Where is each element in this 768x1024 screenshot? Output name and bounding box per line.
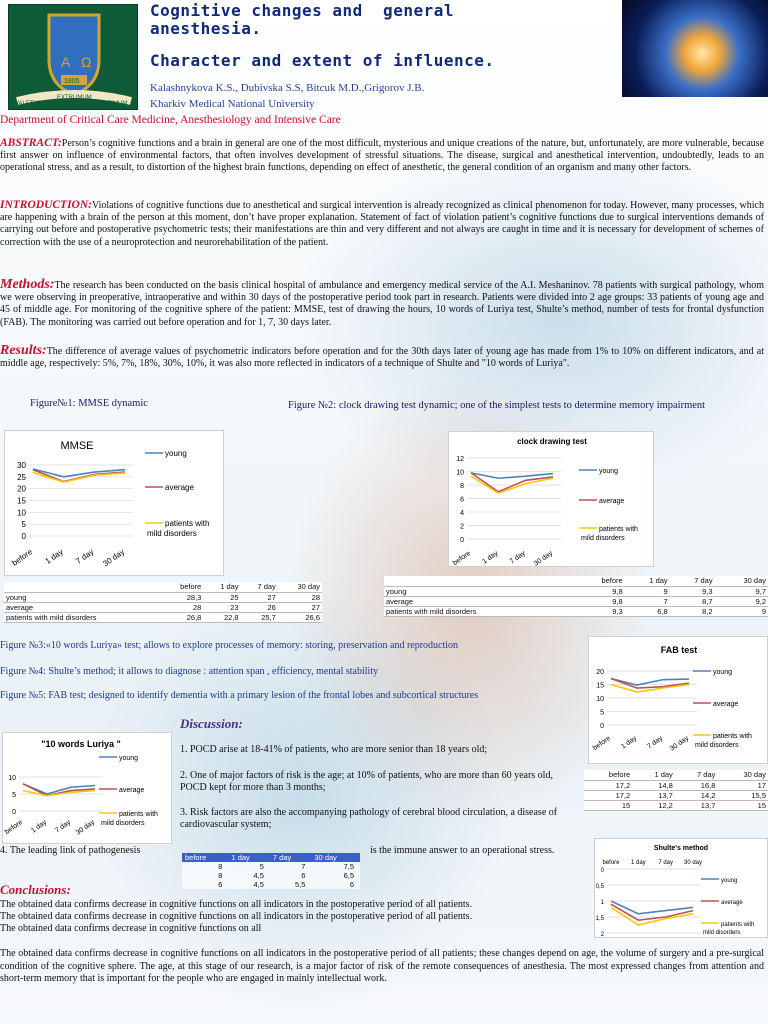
luriya-xtick: before — [3, 818, 25, 837]
luriya-legend-label: young — [119, 755, 139, 762]
fab-xtick: 7 day — [646, 734, 665, 751]
shulte-ytick: 0,5 — [595, 884, 604, 890]
clock-table-cell: 8,7 — [670, 596, 715, 606]
luriya-table-cell: 6,5 — [311, 871, 360, 880]
mmse-legend-label: young — [165, 449, 187, 458]
luriya-legend-label: average — [119, 787, 145, 794]
fab-table-header: 1 day — [632, 770, 675, 780]
fab-table-cell: 12,2 — [632, 800, 675, 810]
clock-table-cell: average — [384, 596, 574, 606]
luriya-ytick: 0 — [12, 809, 16, 816]
results — [0, 345, 764, 370]
mmse-table-cell: 26,6 — [278, 612, 322, 622]
luriya-chart — [2, 732, 172, 844]
figure-2-caption: Figure №2: clock drawing test dynamic; one of the simplest tests to determine memory impairment — [288, 400, 706, 411]
fab-legend-label: average — [713, 701, 739, 708]
clock-legend-label: young — [599, 468, 619, 475]
clock-table-cell: patients with mild disorders — [384, 606, 574, 616]
mmse-table-header: 7 day — [241, 582, 278, 592]
mmse-table-cell: 25,7 — [241, 612, 278, 622]
fab-ytick: 20 — [596, 669, 604, 676]
fab-table-cell: 13,7 — [675, 800, 718, 810]
clock-table-header — [384, 576, 574, 586]
fab-legend-label: mild disorders — [695, 742, 739, 749]
shulte-ytick: 2 — [600, 932, 604, 938]
logo-motto-3: OPTIMUM — [99, 101, 128, 107]
clock-table-header: 30 day — [715, 576, 768, 586]
luriya-ytick: 5 — [12, 792, 16, 799]
results-text: The difference of average values of psychometric indicators before operation and for the 30th days later of young age has made from 1% to 10% on different indicators, and at middle age, respectively: 5%, 7%, 18%, 30%, 10%, it was also more reflected in indicators of a technique of Shulte and "10 words of Luriya". — [0, 346, 764, 370]
luriya-table-cell: 8 — [182, 862, 228, 871]
fab-legend-label: patients with — [713, 733, 752, 740]
clock-table-cell: young — [384, 586, 574, 596]
conclusion-final: The obtained data confirms decrease in cognitive functions on all indicators in the postoperative period of all patients; these changes depend on age, the volume of surgery and a pre-surgical condition of the cognitive sphere. The age, at this stage of our research, is a major factor of risk of the remote consequences of anesthesia. The most expressed changes from attention and short-term memory that is important for the people who are engaged in mainly intellectual work. — [0, 948, 764, 984]
fab-table-header: 7 day — [675, 770, 718, 780]
table-row — [4, 612, 322, 622]
clock-table-cell: 9,3 — [670, 586, 715, 596]
fab-xtick: 1 day — [620, 734, 639, 751]
mmse-table-cell: 28 — [161, 602, 203, 612]
authors: Kalashnykova K.S., Dubivska S.S, Bitcuk M.D.,Grigorov J.B. — [150, 82, 425, 94]
clock-ytick: 2 — [460, 523, 464, 531]
discussion-item-2: 2. One of major factors of risk is the age; at 10% of patients, who are more than 60 years old, POCD kept for more than 3 months; — [180, 770, 553, 793]
table-row — [182, 880, 360, 889]
mmse-xtick: 7 day — [74, 547, 96, 566]
table-row — [4, 592, 322, 602]
conclusion-line-1: The obtained data confirms decrease in cognitive functions on all indicators in the postoperative period of all patients. — [0, 899, 473, 910]
fab-table-cell: 15 — [584, 800, 632, 810]
luriya-table — [182, 853, 360, 889]
clock-chart-title: clock drawing test — [517, 437, 587, 446]
mmse-table-cell: 26,8 — [161, 612, 203, 622]
clock-table-cell: 7 — [625, 596, 670, 606]
fab-xtick: before — [591, 734, 613, 753]
introduction — [0, 199, 764, 249]
luriya-xtick: 1 day — [30, 818, 49, 835]
clock-xtick: 1 day — [481, 549, 500, 566]
mmse-chart — [4, 430, 224, 576]
mmse-table-cell: patients with mild disorders — [4, 612, 161, 622]
mmse-xtick: 1 day — [43, 547, 65, 566]
figure-5-caption: Figure №5: FAB test; designed to identify dementia with a primary lesion of the frontal lobes and subcortical structures — [0, 690, 479, 701]
luriya-xtick: 30 day — [74, 818, 97, 837]
shulte-series-line — [611, 907, 693, 925]
abstract-label: ABSTRACT: — [0, 137, 62, 149]
mmse-legend-label: patients with — [165, 519, 210, 528]
table-row — [4, 602, 322, 612]
clock-table-cell: 6,8 — [625, 606, 670, 616]
fab-legend-label: young — [713, 669, 733, 676]
shulte-legend-label: mild disorders — [703, 930, 741, 936]
shulte-legend-label: young — [721, 878, 738, 884]
clock-ytick: 4 — [460, 510, 464, 517]
clock-ytick: 10 — [456, 469, 464, 477]
poster-subtitle: Character and extent of influence. — [150, 51, 495, 70]
clock-table-header: 7 day — [670, 576, 715, 586]
luriya-table-cell: 6 — [270, 871, 311, 880]
clock-table-cell: 9,3 — [574, 606, 625, 616]
logo-motto-2: EXTRUMUM — [57, 95, 92, 101]
fab-xtick: 30 day — [668, 734, 691, 753]
shulte-xtick: 7 day — [658, 860, 674, 866]
mmse-table-cell: 25 — [203, 592, 240, 602]
mmse-xtick: 30 day — [101, 547, 127, 569]
mmse-ytick: 30 — [17, 461, 26, 470]
table-row — [384, 606, 768, 616]
department: Department of Critical Care Medicine, Anesthesiology and Intensive Care — [0, 114, 341, 126]
mmse-table-header: 1 day — [203, 582, 240, 592]
luriya-table-cell: 5,5 — [270, 880, 311, 889]
luriya-table-cell: 6 — [182, 880, 228, 889]
mmse-ytick: 10 — [17, 508, 26, 518]
methods-text: The research has been conducted on the basis clinical hospital of ambulance and emergency medical service of the A.I. Meshaninov. 78 patients with surgical pathology, whom we were observing in preoperative, intraoperative and within 30 days of the postoperative period took part in research. Patients were divided into 2 age groups: 33 patients of young age and 45 of middle age. For monitoring of the cognitive sphere of the patient: MMSE, test of drawing the hours, 10 words of Luriya test, Shulte’s method, number of tests for frontal dysfunction (FAB). The monitoring was carried out before operation and for 1, 7, 30 days later. — [0, 280, 764, 328]
fab-table-cell: 16,8 — [675, 780, 718, 790]
mmse-ytick: 0 — [21, 532, 26, 541]
fab-series-line — [611, 685, 689, 693]
fab-table-cell: 17,2 — [584, 780, 632, 790]
fab-table-cell: 14,8 — [632, 780, 675, 790]
luriya-table-cell: 7,5 — [311, 862, 360, 871]
mmse-table-cell: 28 — [278, 592, 322, 602]
figure-4-caption: Figure №4: Shulte’s method; it allows to diagnose : attention span , efficiency, mental stability — [0, 666, 379, 677]
shulte-legend-label: patients with — [721, 922, 755, 928]
clock-table-cell: 9 — [625, 586, 670, 596]
fab-table-header: 30 day — [717, 770, 768, 780]
discussion-item-4a: 4. The leading link of pathogenesis — [0, 845, 141, 856]
table-row — [182, 871, 360, 880]
mmse-legend-label: average — [165, 483, 194, 492]
table-row — [584, 790, 768, 800]
university-logo — [8, 4, 138, 110]
clock-chart — [448, 431, 654, 567]
fab-ytick: 15 — [596, 682, 604, 690]
fab-table-cell: 17,2 — [584, 790, 632, 800]
poster-title-line1: Cognitive changes and general — [150, 1, 454, 20]
luriya-table-header: before — [182, 853, 228, 862]
mmse-table-cell: 23 — [203, 602, 240, 612]
discussion-item-4b: is the immune answer to an operational stress. — [370, 845, 555, 856]
luriya-table-header: 30 day — [311, 853, 360, 862]
fab-table — [584, 770, 768, 811]
mmse-xtick: before — [10, 547, 35, 568]
luriya-table-header: 1 day — [228, 853, 269, 862]
clock-table-cell: 9,8 — [574, 596, 625, 606]
clock-xtick: 7 day — [508, 549, 527, 566]
luriya-table-header: 7 day — [270, 853, 311, 862]
clock-table-header: 1 day — [625, 576, 670, 586]
fab-table-cell: 17 — [717, 780, 768, 790]
table-row — [584, 780, 768, 790]
conclusions-title: Conclusions: — [0, 882, 71, 897]
table-row — [584, 800, 768, 810]
conclusion-line-3: The obtained data confirms decrease in cognitive functions on all — [0, 923, 262, 934]
clock-legend-label: mild disorders — [581, 535, 625, 542]
methods — [0, 279, 764, 329]
discussion-item-3: 3. Risk factors are also the accompanying pathology of cerebral blood circulation, a disease of cardiovascular system; — [180, 807, 558, 830]
introduction-label: INTRODUCTION: — [0, 199, 92, 211]
clock-table-cell: 9,8 — [574, 586, 625, 596]
shulte-xtick: 1 day — [630, 860, 646, 866]
fab-ytick: 0 — [600, 723, 604, 730]
logo-alpha: A — [61, 54, 71, 70]
mmse-ytick: 5 — [21, 520, 26, 530]
fab-table-cell: 15,5 — [717, 790, 768, 800]
clock-table-cell: 8,2 — [670, 606, 715, 616]
fab-table-cell: 14,2 — [675, 790, 718, 800]
shulte-ytick: 0 — [600, 868, 604, 874]
table-row — [384, 596, 768, 606]
clock-series-line — [471, 473, 553, 478]
shulte-chart-title: Shulte's method — [653, 845, 709, 852]
results-label: Results: — [0, 343, 47, 358]
luriya-table-cell: 5 — [228, 862, 269, 871]
luriya-table-cell: 4,5 — [228, 880, 269, 889]
luriya-table-cell: 4,5 — [228, 871, 269, 880]
clock-xtick: before — [451, 549, 473, 568]
shulte-xtick: 30 day — [683, 860, 703, 866]
shulte-chart — [594, 838, 768, 938]
luriya-legend-label: patients with — [119, 811, 158, 818]
luriya-ytick: 10 — [8, 775, 16, 782]
mmse-ytick: 20 — [17, 484, 26, 494]
clock-legend-label: patients with — [599, 526, 638, 533]
luriya-legend-label: mild disorders — [101, 820, 145, 827]
shulte-xtick: before — [602, 860, 620, 866]
mmse-ytick: 15 — [17, 496, 26, 506]
table-row — [384, 586, 768, 596]
table-row — [182, 862, 360, 871]
clock-ytick: 6 — [460, 496, 464, 504]
mmse-table-cell: 28,3 — [161, 592, 203, 602]
clock-ytick: 12 — [456, 456, 464, 463]
fab-table-cell: 15 — [717, 800, 768, 810]
luriya-chart-title: "10 words Luriya " — [41, 739, 121, 749]
logo-year: 1805 — [64, 78, 80, 85]
mmse-table-header — [4, 582, 161, 592]
figure-1-caption: Figure№1: MMSE dynamic — [30, 398, 148, 409]
shulte-legend-label: average — [721, 900, 743, 906]
clock-xtick: 30 day — [532, 549, 555, 568]
conclusion-line-2: The obtained data confirms decrease in cognitive functions on all indicators in the postoperative period of all patients. — [0, 911, 473, 922]
clock-table-cell: 9,7 — [715, 586, 768, 596]
mmse-table — [4, 582, 322, 623]
mmse-chart-title: MMSE — [60, 440, 94, 452]
brain-image — [622, 0, 768, 97]
fab-chart-title: FAB test — [660, 645, 698, 655]
clock-table — [384, 576, 768, 617]
mmse-table-cell: average — [4, 602, 161, 612]
discussion-item-1: 1. POCD arise at 18-41% of patients, who are more senior than 18 years old; — [180, 744, 488, 755]
mmse-table-cell: 27 — [278, 602, 322, 612]
university: Kharkiv Medical National University — [150, 98, 315, 110]
luriya-table-cell: 6 — [311, 880, 360, 889]
mmse-table-header: before — [161, 582, 203, 592]
mmse-legend-label: mild disorders — [147, 529, 197, 538]
clock-ytick: 8 — [460, 483, 464, 490]
mmse-table-cell: 26 — [241, 602, 278, 612]
mmse-table-cell: 27 — [241, 592, 278, 602]
introduction-text: Violations of cognitive functions due to anesthetical and surgical intervention is already recognized as clinical phenomenon for today. However, many processes, which are happening with a brain of the person at this moment, don’t have proper explanation. Statement of fact of violation patient’s cognitive functions due to surgical interventions demands of carrying out before and postoperative psychometric tests; their manifestations are thin and very different and not always are caught in time and it is necessary for development of schemes of correction with the use of a neuroprotection and neurorehabilitation of the patient. — [0, 200, 764, 248]
mmse-table-cell: 22,8 — [203, 612, 240, 622]
clock-table-header: before — [574, 576, 625, 586]
clock-table-cell: 9 — [715, 606, 768, 616]
poster-title-line2: anesthesia. — [150, 19, 262, 38]
mmse-ytick: 25 — [17, 472, 26, 482]
mmse-table-cell: young — [4, 592, 161, 602]
abstract-text: Person’s cognitive functions and a brain in general are one of the most difficult, mysterious and unique creations of the nature, but, unfortunately, are more vulnerable, because first answer on influence of environmental factors, that often involves development of stressful situations. The disease, surgical and anesthetical intervention, undoubtedly, leads to an operational stress, and as a result, to distortion of the highest brain functions, depending on effect of anesthetic, the general condition of an organism and many other factors. — [0, 138, 764, 174]
clock-legend-label: average — [599, 498, 625, 505]
logo-motto-1: VALETUDO — [15, 101, 47, 107]
methods-label: Methods: — [0, 277, 55, 292]
fab-ytick: 5 — [600, 709, 604, 717]
luriya-table-cell: 7 — [270, 862, 311, 871]
figure-3-caption: Figure №3:«10 words Luriya» test; allows to explore processes of memory: storing, preservation and reproduction — [0, 640, 459, 651]
clock-ytick: 0 — [460, 537, 464, 544]
luriya-xtick: 7 day — [54, 818, 73, 835]
logo-omega: Ω — [81, 54, 92, 70]
luriya-table-cell: 8 — [182, 871, 228, 880]
clock-table-cell: 9,2 — [715, 596, 768, 606]
abstract — [0, 137, 764, 175]
shulte-ytick: 1,5 — [595, 916, 604, 922]
fab-table-header: before — [584, 770, 632, 780]
fab-ytick: 10 — [596, 696, 604, 703]
fab-table-cell: 13,7 — [632, 790, 675, 800]
fab-chart — [588, 636, 768, 764]
mmse-table-header: 30 day — [278, 582, 322, 592]
shulte-ytick: 1 — [600, 900, 604, 906]
discussion-title: Discussion: — [180, 716, 243, 731]
